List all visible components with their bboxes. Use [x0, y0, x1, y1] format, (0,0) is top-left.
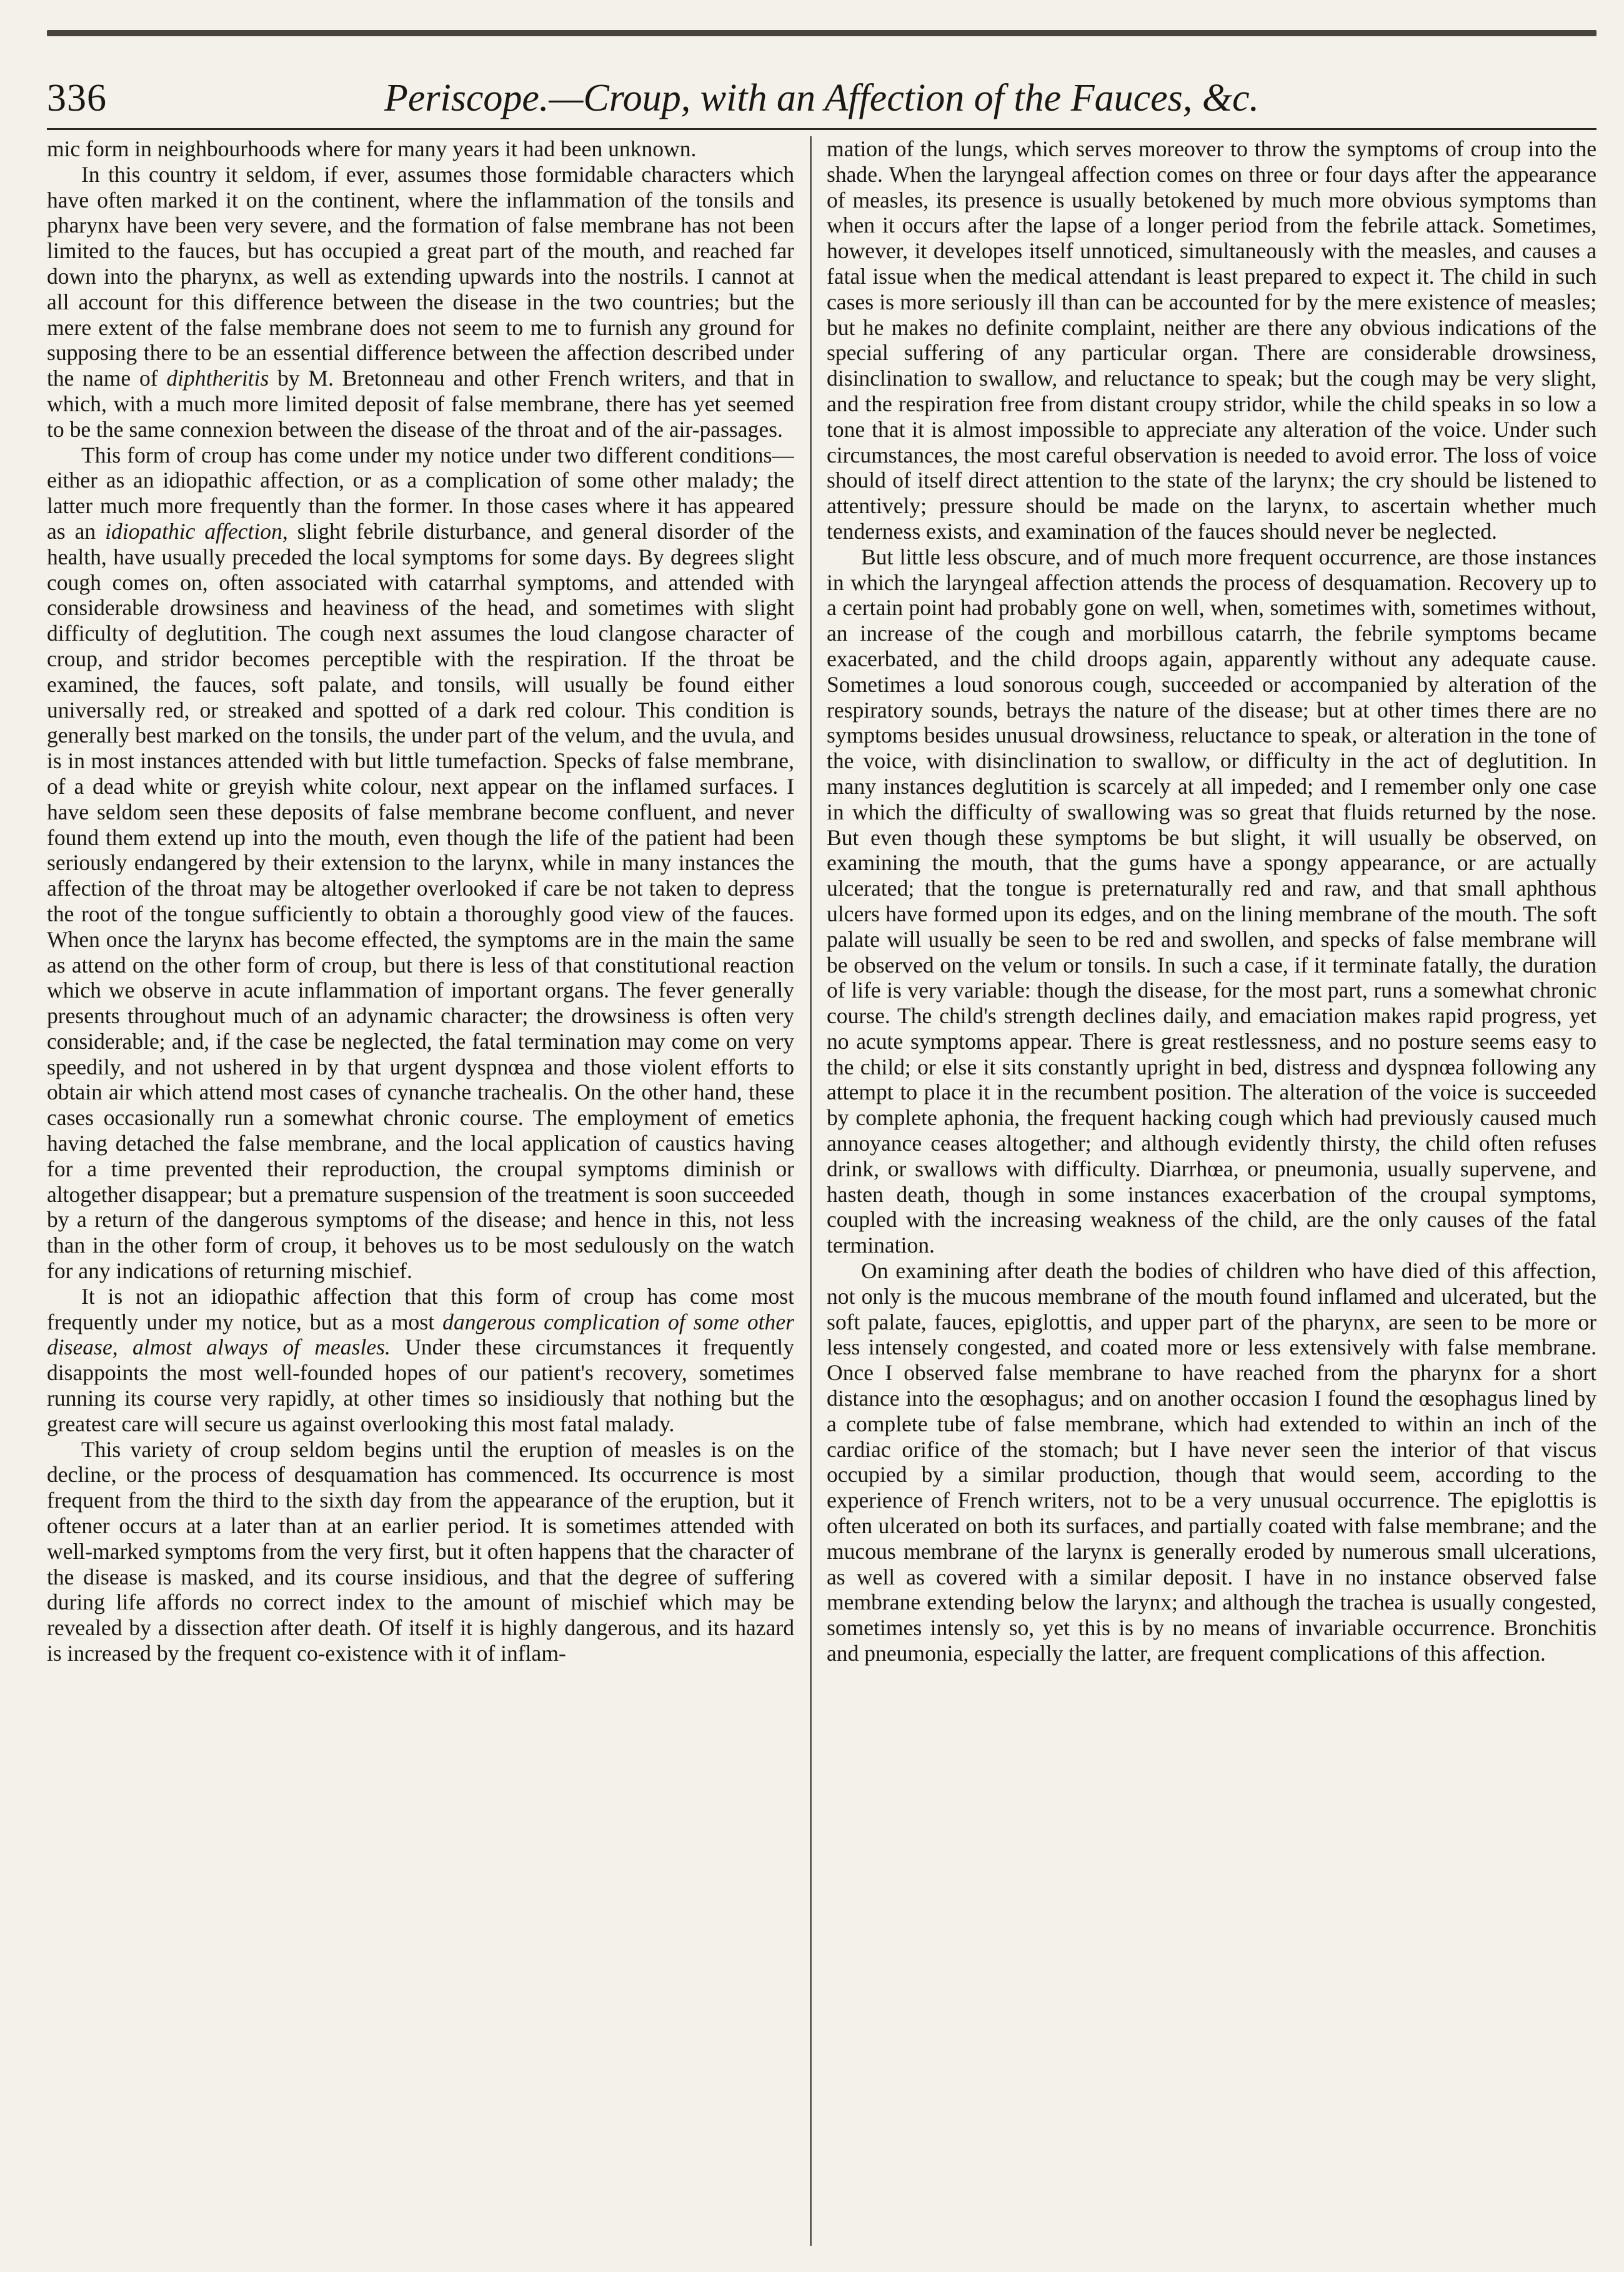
paragraph-text: Under these circumstances it frequently disappoints the most well-founded hopes of our patient's recovery, sometimes running its course very rapidly, at other times so insidiously that nothing but the greatest care will secure us against overlooking this most fatal malady. — [47, 1334, 794, 1436]
paragraph-text: It is not an idiopathic affection that this form of croup has come most frequently under my notice, but as a most — [47, 1283, 794, 1334]
paragraph: On examining after death the bodies of children who have died of this affection, not only is the mucous membrane of the mouth found inflamed and ulcerated, but the soft palate, fauces, epiglottis, and upper part of the pharynx, are seen to be more or less intensely congested, and coated more or less extensively with false membrane. Once I observed false membrane to have reached from the pharynx for a short distance into the œsophagus; and on another occasion I found the œsophagus lined by a complete tube of false membrane, which had extended to within an inch of the cardiac orifice of the stomach; but I have never seen the interior of that viscus occupied by a similar production, though that would seem, according to the experience of French writers, not to be a very unusual occurrence. The epiglottis is often ulcerated on both its surfaces, and partially coated with false membrane; and the mucous membrane of the larynx is generally eroded by numerous small ulcerations, as well as covered with a similar deposit. I have in no instance observed false membrane extending below the larynx; and although the trachea is usually congested, sometimes intensly so, yet this is by no means of invariable occurrence. Bronchitis and pneumonia, especially the latter, are frequent complications of this affection. — [827, 1258, 1597, 1666]
paragraph-text: This form of croup has come under my notice under two different conditions—either as an idiopathic affection, or as a complication of some other malady; the latter much more frequently than the former. In those cases where it has appeared as an — [47, 442, 794, 544]
italic-term: diphtheritis — [166, 366, 269, 391]
italic-term: idiopathic affection, — [105, 518, 288, 544]
paragraph: This variety of croup seldom begins until the eruption of measles is on the decline, or the process of desquamation has commenced. Its occurrence is most frequent from the third to the sixth day from the appearance of the eruption, but it oftener occurs at a later than at an earlier period. It is sometimes attended with well-marked symptoms from the very first, but it often happens that the character of the disease is masked, and its course insidious, and that the degree of suffering during life affords no correct index to the amount of mischief which may be revealed by a dissection after death. Of itself it is highly dangerous, and its hazard is increased by the frequent co-existence with it of inflam- — [47, 1436, 794, 1666]
paragraph: But little less obscure, and of much more frequent occurrence, are those instances in which the laryngeal affection attends the process of desquamation. Recovery up to a certain point had probably gone on well, when, sometimes with, sometimes without, an increase of the cough and morbillous catarrh, the febrile symptoms became exacerbated, and the child droops again, apparently without any adequate cause. Sometimes a loud sonorous cough, succeeded or accompanied by alteration of the respiratory sounds, betrays the nature of the disease; but at other times there are no symptoms besides unusual drowsiness, reluctance to speak, or alteration in the tone of the voice, with disinclination to swallow, or difficulty in the act of deglutition. In many instances deglutition is scarcely at all impeded; and I remember only one case in which the difficulty of swallowing was so great that fluids returned by the nose. But even though these symptoms be but slight, it will usually be observed, on examining the mouth, that the gums have a spongy appearance, or are actually ulcerated; that the tongue is preternaturally red and raw, and that small aphthous ulcers have formed upon its edges, and on the lining membrane of the mouth. The soft palate will usually be seen to be red and swollen, and specks of false membrane will be observed on the velum or tonsils. In such a case, if it terminate fatally, the duration of life is very variable: though the disease, for the most part, runs a somewhat chronic course. The child's strength declines daily, and emaciation makes rapid progress, yet no acute symptoms appear. There is great restlessness, and no posture seems easy to the child; or else it sits constantly upright in bed, distress and dyspnœa following any attempt to place it in the recumbent position. The alteration of the voice is succeeded by complete aphonia, the frequent hacking cough which had previously caused much annoyance ceases altogether; and although evidently thirsty, the child often refuses drink, or swallows with difficulty. Diarrhœa, or pneumonia, usually supervene, and hasten death, though in some instances exacerbation of the croupal symptoms, coupled with the increasing weakness of the child, are the only causes of the fatal termination. — [827, 544, 1597, 1258]
paragraph — [47, 162, 794, 443]
right-column — [827, 136, 1597, 2246]
running-title: Periscope.—Croup, with an Affection of the Fauces, &c. — [384, 77, 1259, 119]
paragraph-text: slight febrile disturbance, and general disorder of the health, have usually preceded the local symptoms for some days. By degrees slight cough comes on, often associated with catarrhal symptoms, and attended with considerable drowsiness and heaviness of the head, and sometimes with slight difficulty of deglutition. The cough next assumes the loud clangose character of croup, and stridor becomes perceptible with the respiration. If the throat be examined, the fauces, soft palate, and tonsils, will usually be found either universally red, or streaked and spotted of a dark red colour. This condition is generally best marked on the tonsils, the under part of the velum, and the uvula, and is in most instances attended with but little tumefaction. Specks of false membrane, of a dead white or greyish white colour, next appear on the inflamed surfaces. I have seldom seen these deposits of false membrane become confluent, and never found them extend up into the mouth, even though the life of the patient had been seriously endangered by their extension to the larynx, while in many instances the affection of the throat may be altogether overlooked if care be not taken to depress the root of the tongue sufficiently to obtain a thoroughly good view of the fauces. When once the larynx has become effected, the symptoms are in the main the same as attend on the other form of croup, but there is less of that constitutional reaction which we observe in acute inflammation of important organs. The fever generally presents throughout much of an adynamic character; the drowsiness is often very considerable; and, if the case be neglected, the fatal termination may come on very speedily, and not ushered in by that urgent dyspnœa and those violent efforts to obtain air which attend most cases of cynanche trachealis. On the other hand, these cases occasionally run a somewhat chronic course. The employment of emetics having detached the false membrane, and the local application of caustics having for a time prevented their reproduction, the croupal symptoms diminish or altogether disappear; but a premature suspension of the treatment is soon succeeded by a return of the dangerous symptoms of the disease; and hence in this, not less than in the other form of croup, it behoves us to be most sedulously on the watch for any indications of returning mischief. — [47, 518, 794, 1284]
paragraph-text: In this country it seldom, if ever, assumes those formidable characters which have often marked it on the continent, where the inflammation of the tonsils and pharynx have been very severe, and the formation of false membrane has not been limited to the fauces, but has occupied a great part of the mouth, and reached far down into the pharynx, as well as extending upwards into the nostrils. I cannot at all account for this difference between the disease in the two countries; but the mere extent of the false membrane does not seem to me to furnish any ground for supposing there to be an essential difference between the affection described under the name of — [47, 161, 794, 391]
header-rule — [47, 128, 1597, 130]
paragraph: mic form in neighbourhoods where for many years it had been unknown. — [47, 136, 697, 161]
top-rule — [47, 30, 1597, 36]
page-header — [47, 70, 1597, 126]
left-column — [47, 136, 794, 2246]
column-divider — [810, 136, 812, 2246]
paragraph: mation of the lungs, which serves moreover to throw the symptoms of croup into the shade. When the laryngeal affection comes on three or four days after the appearance of measles, its presence is usually betokened by much more obvious symptoms than when it occurs after the lapse of a longer period from the febrile attack. Sometimes, however, it developes itself unnoticed, simultaneously with the measles, and causes a fatal issue when the medical attendant is least prepared to expect it. The child in such cases is more seriously ill than can be accounted for by the mere existence of measles; but he makes no definite complaint, neither are there any obvious indications of the special suffering of any particular organ. There are considerable drowsiness, disinclination to swallow, and reluctance to speak; but the cough may be very slight, and the respiration free from distant croupy stridor, while the child speaks in so low a tone that it is almost impossible to appreciate any alteration of the voice. Under such circumstances, the most careful observation is needed to avoid error. The loss of voice should of itself direct attention to the state of the larynx; the cry should be listened to attentively; pressure should be made on the larynx, to ascertain whether much tenderness exists, and examination of the fauces should never be neglected. — [827, 136, 1597, 544]
text-columns — [47, 136, 1597, 2246]
paragraph — [47, 1284, 794, 1437]
paragraph-text: by M. Bretonneau and other French writers, and that in which, with a much more limited deposit of false membrane, there has yet seemed to be the same connexion between the disease of the throat and of the air-passages. — [47, 366, 794, 442]
italic-phrase: dangerous complication of some other disease, almost always of measles. — [47, 1309, 794, 1360]
paragraph — [47, 443, 794, 1284]
page-number: 336 — [47, 77, 107, 119]
